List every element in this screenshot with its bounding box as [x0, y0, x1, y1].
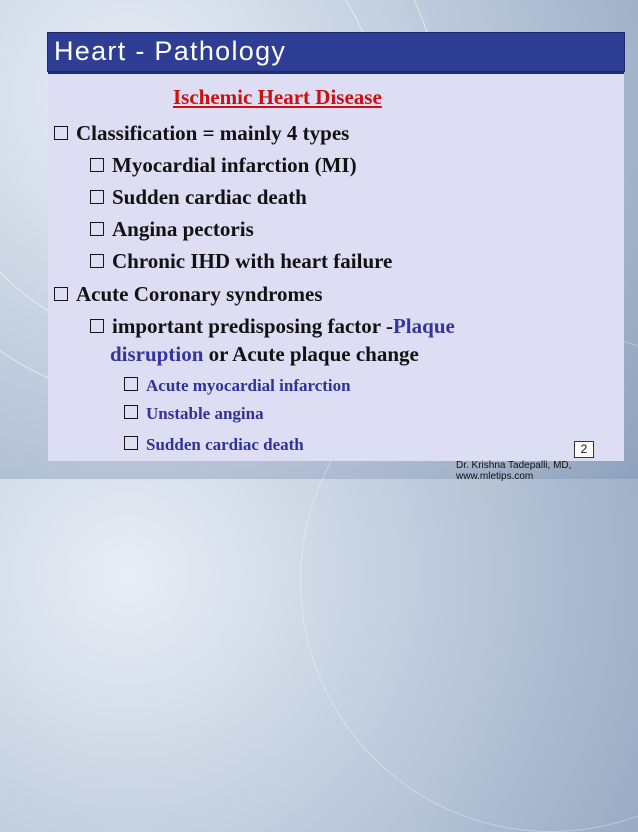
square-bullet-icon [54, 287, 68, 301]
bullet-mi: Myocardial infarction (MI) [90, 153, 357, 178]
section-heading: Ischemic Heart Disease [173, 85, 382, 109]
square-bullet-icon [124, 377, 138, 391]
square-bullet-icon [90, 158, 104, 172]
bullet-ami: Acute myocardial infarction [124, 376, 351, 396]
square-bullet-icon [90, 319, 104, 333]
bullet-angina: Angina pectoris [90, 217, 254, 242]
square-bullet-icon [90, 222, 104, 236]
bullet-factor: important predisposing factor -Plaque [90, 314, 455, 339]
bullet-factor-continued: disruption or Acute plaque change [110, 342, 419, 366]
bullet-chronic: Chronic IHD with heart failure [90, 249, 392, 274]
bullet-classification: Classification = mainly 4 types [54, 121, 349, 146]
content-panel [48, 72, 624, 461]
slide-title: Heart - Pathology [54, 36, 287, 66]
bullet-unstable: Unstable angina [124, 404, 264, 424]
square-bullet-icon [124, 436, 138, 450]
bullet-scd: Sudden cardiac death [90, 185, 307, 210]
square-bullet-icon [124, 405, 138, 419]
title-bar [48, 33, 624, 71]
square-bullet-icon [90, 254, 104, 268]
square-bullet-icon [54, 126, 68, 140]
footer-credit: Dr. Krishna Tadepalli, MD, www.mletips.com [456, 460, 572, 482]
bullet-acs: Acute Coronary syndromes [54, 282, 323, 307]
page-number: 2 [574, 441, 594, 458]
bullet-scd-2: Sudden cardiac death [124, 435, 304, 455]
square-bullet-icon [90, 190, 104, 204]
